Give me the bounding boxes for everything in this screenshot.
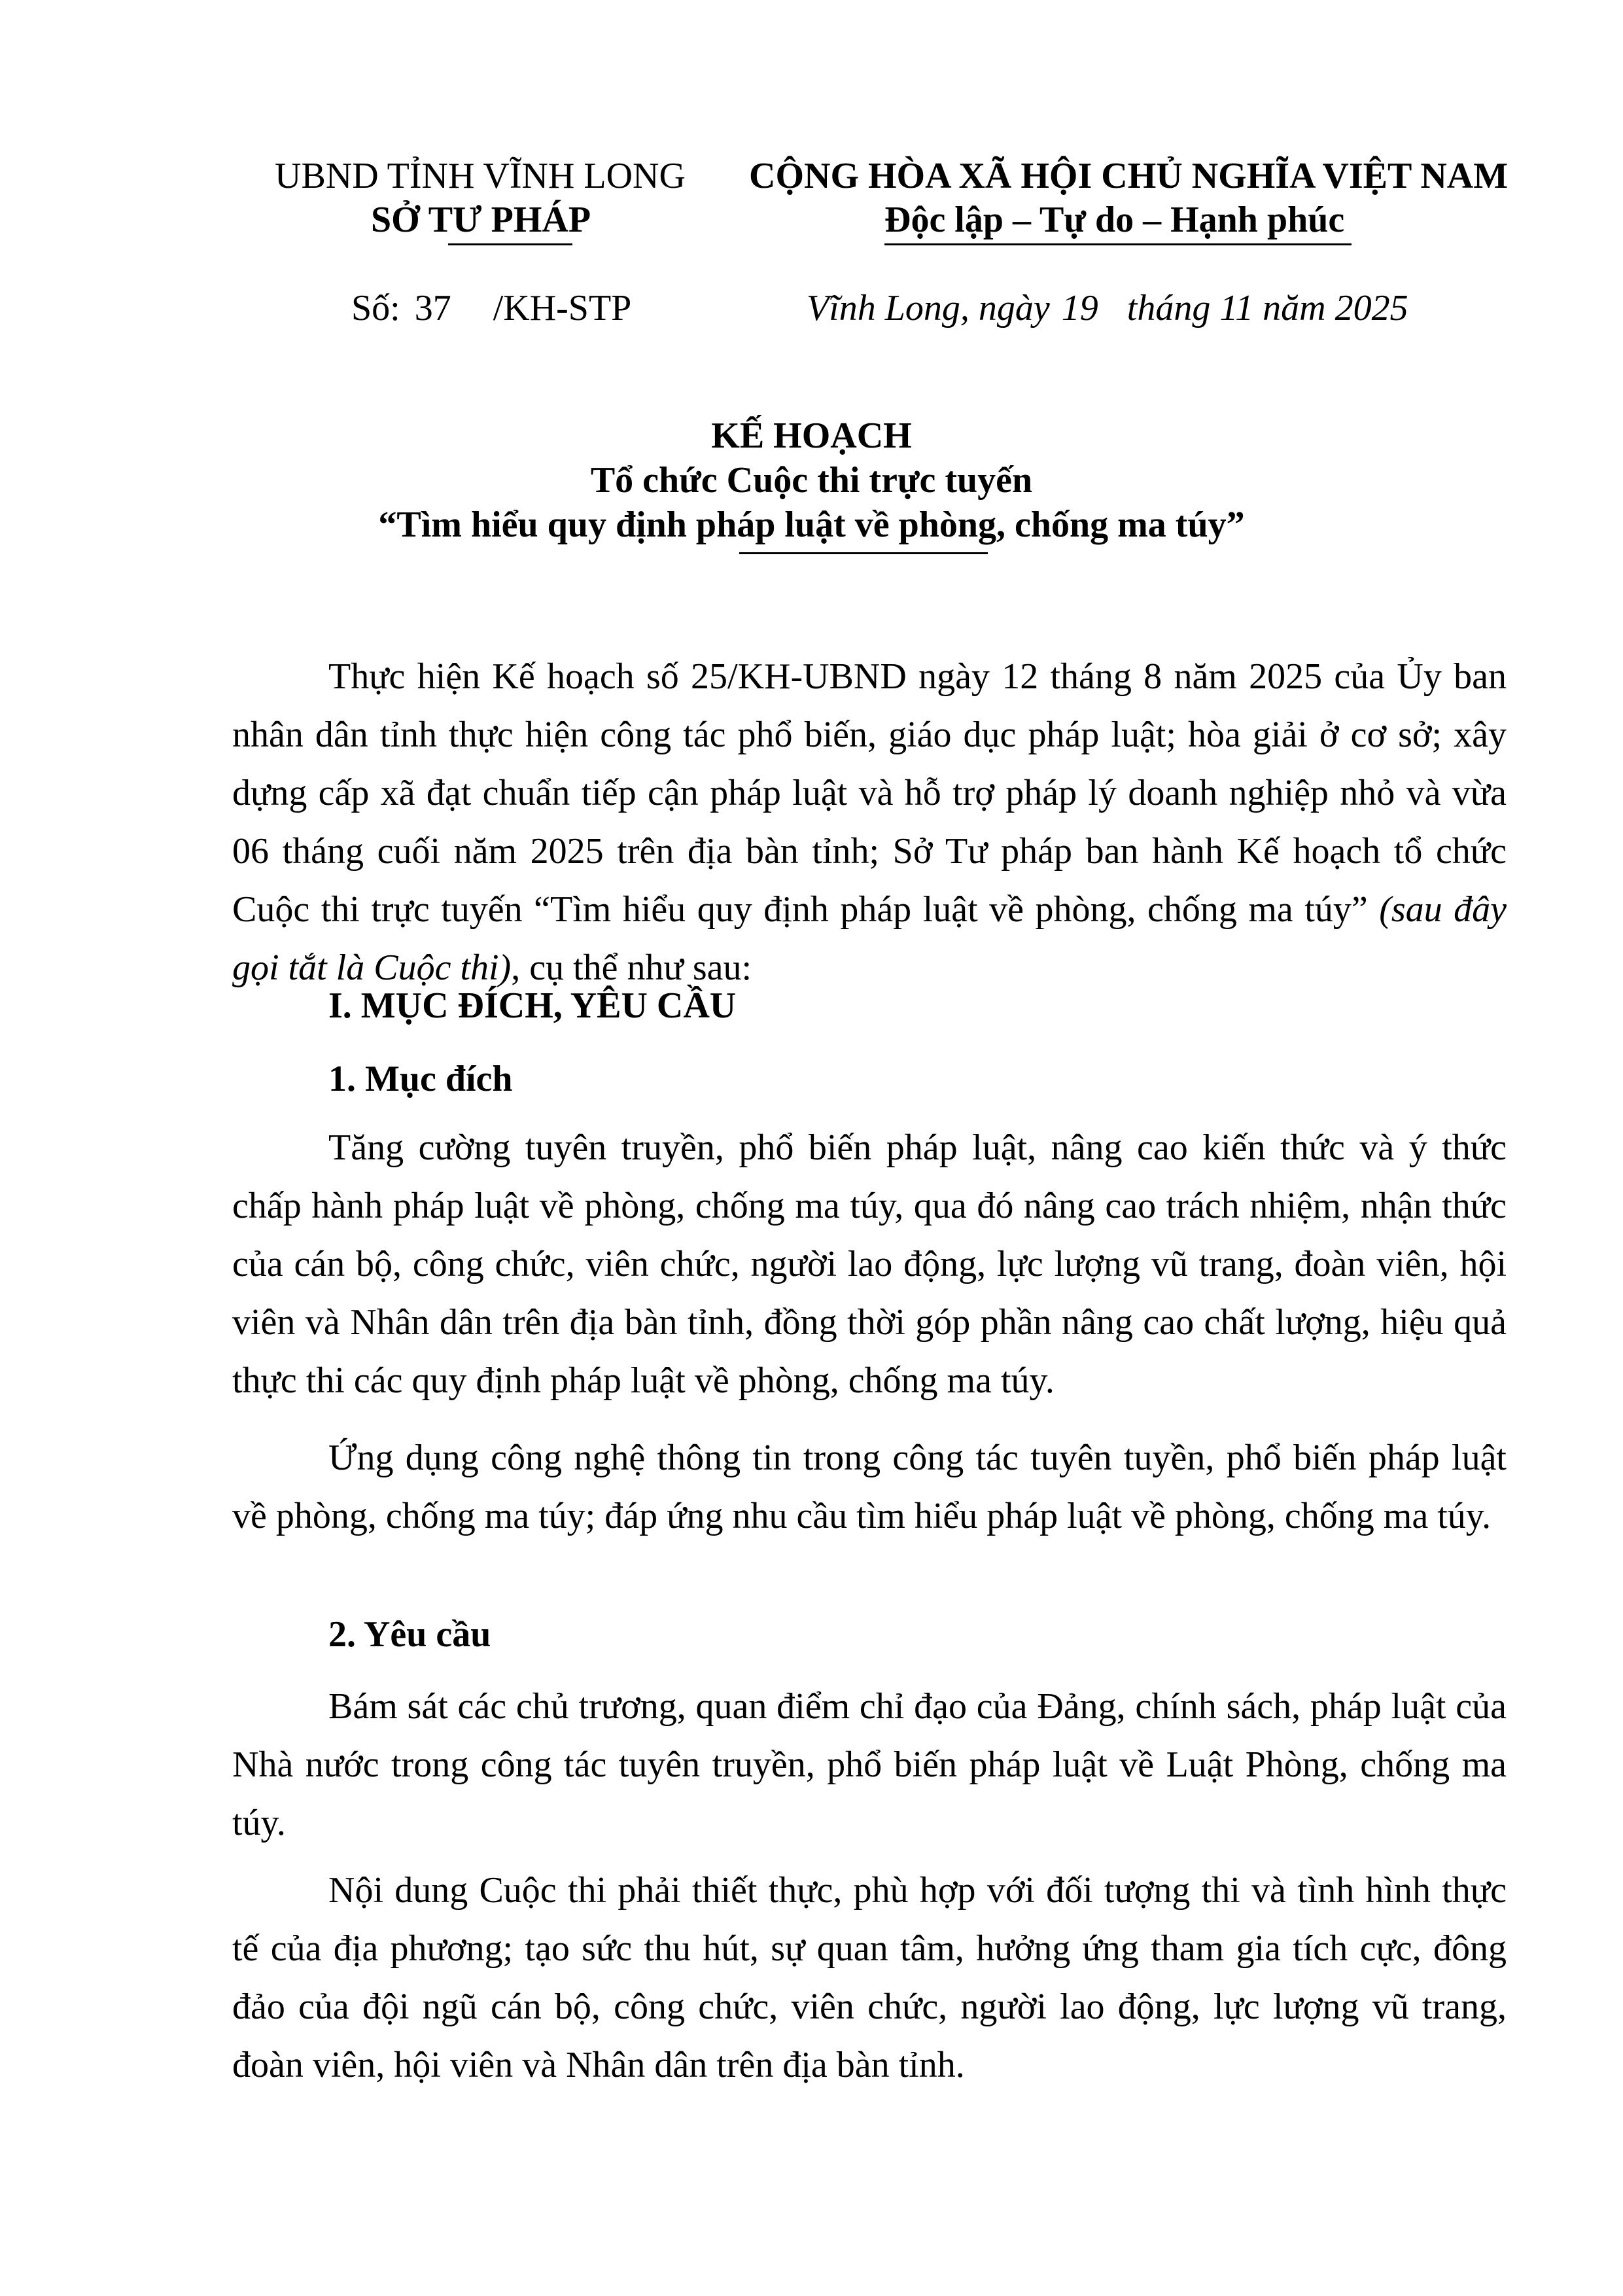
intro-text-end: , cụ thể như sau:: [511, 947, 752, 988]
date-place-label: Vĩnh Long, ngày: [807, 288, 1050, 328]
contest-name: “Tìm hiểu quy định pháp luật về phòng, chống ma túy”: [378, 504, 1245, 545]
motto-underline: [884, 243, 1352, 245]
subsection-heading-purpose: 1. Mục đích: [328, 1059, 513, 1099]
country-name: CỘNG HÒA XÃ HỘI CHỦ NGHĨA VIỆT NAM: [749, 156, 1509, 196]
document-subtitle: Tổ chức Cuộc thi trực tuyến: [590, 460, 1033, 501]
requirements-paragraph-1: Bám sát các chủ trương, quan điểm chỉ đạo của Đảng, chính sách, pháp luật của Nhà nước trong công tác tuyên truyền, phổ biến pháp luật về Luật Phòng, chống ma túy.: [232, 1686, 1507, 1843]
department-name: SỞ TƯ PHÁP: [371, 200, 591, 240]
date-month-label: tháng: [1126, 288, 1211, 328]
date-day: 19: [1061, 288, 1098, 328]
intro-paragraph: [232, 648, 1507, 997]
date-place: [807, 285, 1408, 331]
document-number: [351, 285, 631, 331]
section-heading-purpose-requirements: I. MỤC ĐÍCH, YÊU CẦU: [328, 985, 737, 1026]
doc-number-value: 37: [414, 288, 451, 328]
department-underline: [448, 243, 572, 245]
doc-number-label: Số:: [351, 288, 400, 328]
date-year-label: năm: [1263, 288, 1326, 328]
purpose-paragraph-1: Tăng cường tuyên truyền, phổ biến pháp luật, nâng cao kiến thức và ý thức chấp hành pháp luật về phòng, chống ma túy, qua đó nâng cao trách nhiệm, nhận thức của cán bộ, công chức, viên chức, người lao động, lực lượng vũ trang, đoàn viên, hội viên và Nhân dân trên địa bàn tỉnh, đồng thời góp phần nâng cao chất lượng, hiệu quả thực thi các quy định pháp luật về phòng, chống ma túy.: [232, 1127, 1507, 1401]
date-month: 11: [1219, 288, 1254, 328]
national-motto: Độc lập – Tự do – Hạnh phúc: [884, 200, 1345, 240]
subsection-heading-requirements: 2. Yêu cầu: [328, 1614, 491, 1655]
intro-text: Thực hiện Kế hoạch số 25/KH-UBND ngày 12 tháng 8 năm 2025 của Ủy ban nhân dân tỉnh thực hiện công tác phổ biến, giáo dục pháp luật; hòa giải ở cơ sở; xây dựng cấp xã đạt chuẩn tiếp cận pháp luật và hỗ trợ pháp lý doanh nghiệp nhỏ và vừa 06 tháng cuối năm 2025 trên địa bàn tỉnh; Sở Tư pháp ban hành Kế hoạch tổ chức Cuộc thi trực tuyến “Tìm hiểu quy định pháp luật về phòng, chống ma túy”: [232, 656, 1507, 930]
purpose-paragraph-2: Ứng dụng công nghệ thông tin trong công tác tuyên tuyền, phổ biến pháp luật về phòng, chống ma túy; đáp ứng nhu cầu tìm hiểu pháp luật về phòng, chống ma túy.: [232, 1438, 1507, 1536]
intro-italic-note: (sau đây gọi tắt là Cuộc thi): [232, 889, 1507, 988]
document-type-title: KẾ HOẠCH: [711, 415, 912, 456]
requirements-paragraph-2: Nội dung Cuộc thi phải thiết thực, phù hợp với đối tượng thi và tình hình thực tế của địa phương; tạo sức thu hút, sự quan tâm, hưởng ứng tham gia tích cực, đông đảo của đội ngũ cán bộ, công chức, viên chức, người lao động, lực lượng vũ trang, đoàn viên, hội viên và Nhân dân trên địa bàn tỉnh.: [232, 1870, 1507, 2085]
date-year: 2025: [1335, 288, 1408, 328]
doc-number-suffix: /KH-STP: [493, 288, 632, 328]
title-underline: [739, 552, 988, 554]
agency-name: UBND TỈNH VĨNH LONG: [275, 156, 686, 196]
